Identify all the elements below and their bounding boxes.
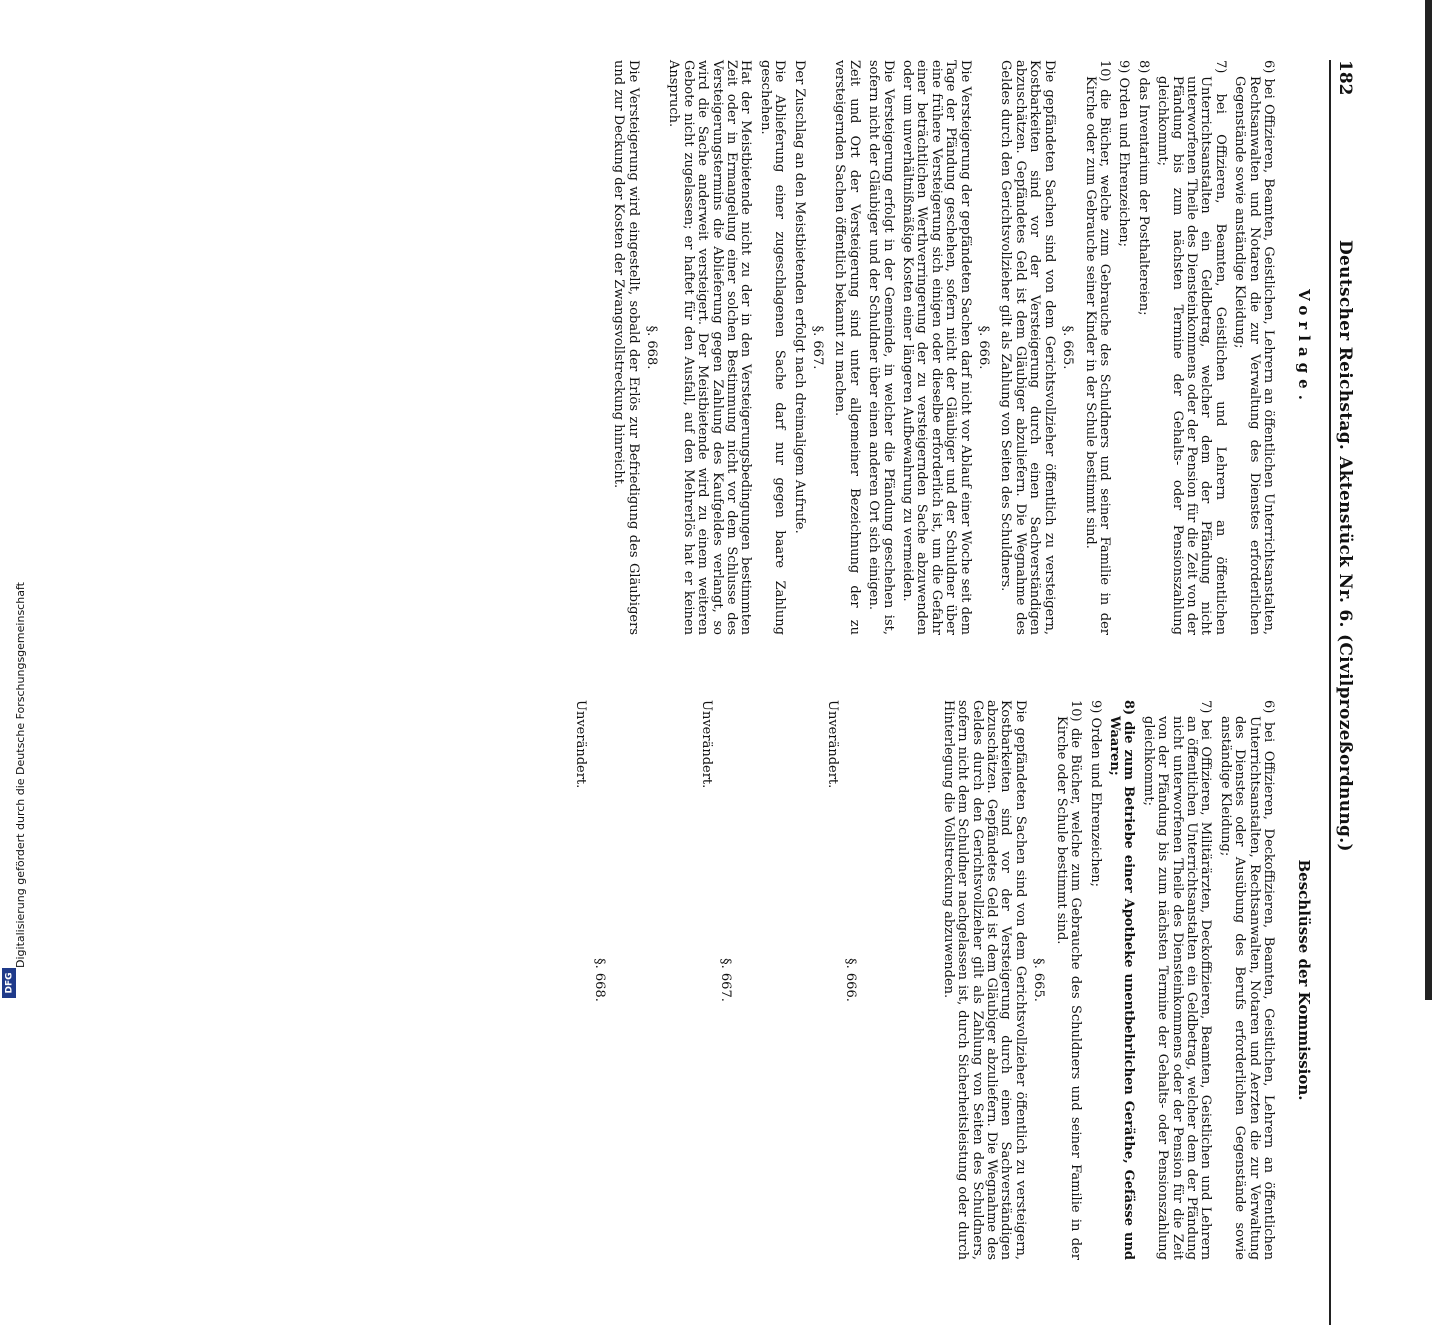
list-item: 10) die Bücher, welche zum Gebrauche des Schuldners und seiner Familie in der Kirche oder zum Gebrauche seiner Kinder in der Schule bestimmt sind.: [1082, 60, 1112, 635]
dfg-logo-label: DFG: [4, 972, 15, 994]
section-title-665: §. 665.: [1060, 325, 1076, 370]
section-title-668: §. 668.: [643, 325, 659, 370]
dfg-logo: [2, 968, 16, 998]
section-title-667: §. 667.: [717, 958, 733, 1002]
section-paragraph: Der Zuschlag an den Meistbietenden erfolgt nach dreimaligem Aufrufe.: [791, 60, 807, 534]
list-item: 8) die zum Betriebe einer Apotheke unentbehrlichen Geräthe, Gefässe und Waaren;: [1106, 700, 1137, 1260]
section-text-665: Die gepfändeten Sachen sind von dem Gerichtsvollzieher öffentlich zu versteigern, Kostbarkeiten sind vor der Versteigerung durch einen Sachverständigen abzuschätzen. Gepfändetes Geld ist dem Gläubiger abzuliefern. Die Wegnahme des Geldes durch den Gerichtsvollzieher gilt als Zahlung von Seiten des Schuldners, sofern nicht dem Schuldner nachgelassen ist, durch Sicherheitsleistung oder durch Hinterlegung die Vollstreckung abzuwenden.: [940, 700, 1028, 1260]
list-item: 6) bei Offizieren, Deckoffizieren, Beamten, Geistlichen, Lehrern an öffentlichen Unterrichtsanstalten, Rechtsanwalten, Notaren und Aerzten die zur Verwaltung des Dienstes oder Ausübung des Berufs erforderlichen Gegenstände sowie anständige Kleidung;: [1217, 700, 1276, 1260]
section-paragraph: Die Versteigerung wird eingestellt, sobald der Erlös zur Befriedigung des Gläubigers und zur Deckung der Kosten der Zwangsvollstreckung hinreicht.: [611, 60, 641, 635]
scan-edge: [1425, 0, 1432, 1000]
section-unchanged-667: Unverändert.: [699, 700, 715, 789]
page-number: 182: [1335, 60, 1355, 96]
right-column-heading: Beschlüsse der Kommission.: [1295, 859, 1313, 1101]
list-item: 6) bei Offizieren, Beamten, Geistlichen, Lehrern an öffentlichen Unterrichtsanstalten, Rechtsanwalten und Notaren die zur Verwaltung des Dienstes erforderlichen Gegenstände sowie anständige Kleidung;: [1232, 60, 1276, 635]
section-title-666: §. 666.: [843, 958, 859, 1002]
left-column-vorlage: [606, 60, 1275, 635]
list-item: 10) die Bücher, welche zum Gebrauche des Schuldners und seiner Familie in der Kirche oder Schule bestimmt sind.: [1053, 700, 1084, 1260]
list-item: 7) bei Offizieren, Militärärzten, Deckoffizieren, Beamten, Geistlichen und Lehrern an öffentlichen Unterrichtsanstalten ein Geldbetrag, welcher dem der Pfändung nicht unterworfenen Theile des Diensteinkommens oder der Pension für die Zeit von der Pfändung bis zum nächsten Termine der Gehalts- oder Pensionszahlung gleichkommt;: [1140, 700, 1214, 1260]
header-rule: [1329, 60, 1331, 1325]
section-paragraph: Die Ablieferung einer zugeschlagenen Sache darf nur gegen baare Zahlung geschehen.: [757, 60, 788, 635]
section-unchanged-668: Unverändert.: [573, 700, 589, 789]
list-item: 7) bei Offizieren, Beamten, Geistlichen und Lehrern an öffentlichen Unterrichtsanstalten ein Geldbetrag, welcher dem der Pfändung nicht unterworfenen Theile des Diensteinkommens oder der Pension für die Zeit von der Pfändung bis zum nächsten Termine der Gehalts- oder Pensionszahlung gleichkommt;: [1155, 60, 1228, 635]
spacer: [614, 700, 694, 1260]
section-title-668: §. 668.: [591, 958, 607, 1002]
section-title-667: §. 667.: [810, 325, 826, 370]
section-text-665: Die gepfändeten Sachen sind von dem Gerichtsvollzieher öffentlich zu versteigern, Kostbarkeiten sind vor der Versteigerung durch einen Sachverständigen abzuschätzen. Gepfändetes Geld ist dem Gläubiger abzuliefern. Die Wegnahme des Geldes durch den Gerichtsvollzieher gilt als Zahlung von Seiten des Schuldners.: [998, 60, 1057, 635]
list-item: 8) das Inventarium der Posthaltereien;: [1135, 60, 1151, 316]
section-title-666: §. 666.: [976, 325, 992, 370]
list-item: 9) Orden und Ehrenzeichen;: [1116, 60, 1132, 248]
section-paragraph: Zeit und Ort der Versteigerung sind unter allgemeiner Bezeichnung der zu versteigernden Sachen öffentlich bekannt zu machen.: [832, 60, 862, 635]
document-page: [85, 0, 1385, 1260]
section-paragraph: Die Versteigerung erfolgt in der Gemeinde, in welcher die Pfändung geschehen ist, sofern nicht der Gläubiger und der Schuldner über einen anderen Ort sich einigen.: [866, 60, 896, 635]
section-paragraph: Die Versteigerung der gepfändeten Sachen darf nicht vor Ablauf einer Woche seit dem Tage der Pfändung geschehen, sofern nicht der Gläubiger und der Schuldner über eine frühere Versteigerung sich einigen oder dieselbe erforderlich ist, um die Gefahr einer beträchtlichen Werthverringerung der zu versteigernden Sache abzuwenden oder um unverhältnißmäßige Kosten einer längeren Aufbewahrung zu vermeiden.: [900, 60, 973, 635]
right-column-beschluesse: [568, 700, 1275, 1260]
section-title-665: §. 665.: [1031, 958, 1047, 1002]
section-paragraph: Hat der Meistbietende nicht zu der in den Versteigerungsbedingungen bestimmten Zeit oder in Ermangelung einer solchen Bestimmung nicht vor dem Schlusse des Versteigerungstermins die Ablieferung gegen Zahlung des Kaufgeldes verlangt, so wird die Sache anderweit versteigert. Der Meistbietende wird zu einem weiteren Gebote nicht zugelassen; er haftet für den Ausfall, auf den Mehrerlös hat er keinen Anspruch.: [666, 60, 754, 635]
spacer: [740, 700, 820, 1260]
page-header-title: Deutscher Reichstag. Aktenstück Nr. 6. (Civilprozeßordnung.): [1335, 240, 1355, 852]
left-column-heading: Vorlage.: [1295, 289, 1313, 406]
list-item: 9) Orden und Ehrenzeichen;: [1087, 700, 1103, 888]
spacer: [865, 700, 935, 1260]
digitization-note: Digitalisierung gefördert durch die Deutsche Forschungsgemeinschaft: [14, 582, 27, 968]
section-unchanged-666: Unverändert.: [825, 700, 841, 789]
